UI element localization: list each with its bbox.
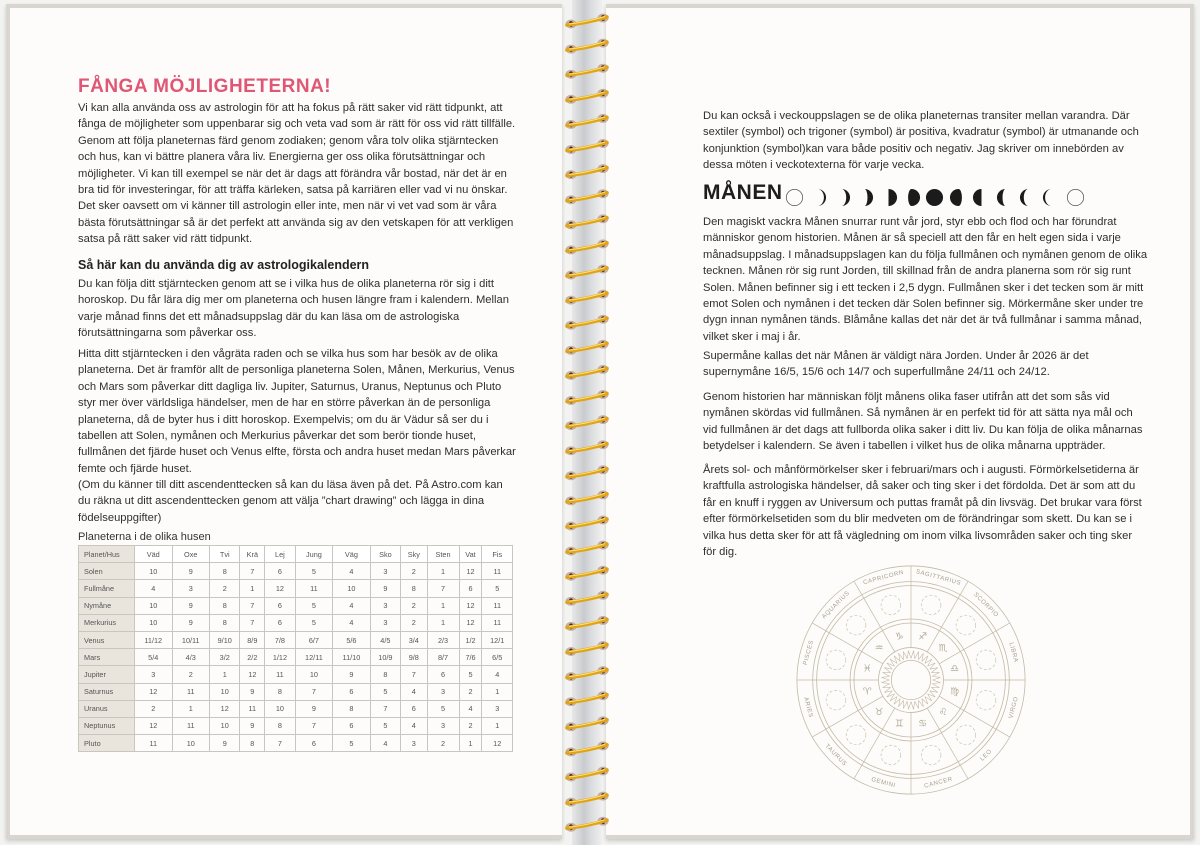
zodiac-label: SAGITTARIUS [915, 568, 962, 587]
table-cell: 6 [265, 614, 295, 631]
table-cell: 2 [459, 717, 482, 734]
table-cell: 8/9 [240, 631, 265, 648]
table-cell: 5 [482, 580, 513, 597]
wheel-divider [854, 708, 895, 779]
constellation-illustration-icon [826, 650, 846, 670]
table-row [79, 597, 513, 614]
table-cell: 10/9 [370, 649, 400, 666]
table-cell: 5/4 [135, 649, 173, 666]
binding-ring [566, 691, 609, 706]
constellation-illustration-icon [921, 595, 941, 615]
table-column-header: Väg [333, 546, 371, 563]
wheel-divider [927, 581, 968, 652]
table-cell: 8 [370, 666, 400, 683]
zodiac-sign-icon: ♐ [918, 631, 928, 643]
table-cell: 11 [482, 563, 513, 580]
moon-phase-waning-crescent-wide-icon [996, 188, 1015, 207]
binding-ring [566, 767, 609, 782]
binding-ring [566, 315, 609, 330]
table-cell: 8 [401, 580, 427, 597]
moon-phase-waxing-crescent-icon [832, 188, 851, 207]
moon-phase-waning-gibbous-icon [949, 188, 968, 207]
table-cell: 5 [333, 735, 371, 752]
moon-heading: MÅNEN [703, 181, 783, 204]
table-row [79, 563, 513, 580]
table-cell: 8 [210, 614, 240, 631]
table-cell: 3 [135, 666, 173, 683]
constellation-illustration-icon [976, 650, 996, 670]
table-cell: 6/7 [295, 631, 333, 648]
table-row [79, 580, 513, 597]
table-cell: 1 [427, 597, 459, 614]
table-row [79, 735, 513, 752]
moon-phase-new-icon [1066, 188, 1085, 207]
table-row [79, 700, 513, 717]
table-cell: 2 [401, 563, 427, 580]
table-cell: 11 [295, 580, 333, 597]
binding-ring [566, 465, 609, 480]
table-cell: 12 [135, 683, 173, 700]
table-cell: 7 [370, 700, 400, 717]
zodiac-sign-icon: ♊ [894, 718, 904, 730]
table-cell: 12/11 [295, 649, 333, 666]
zodiac-sign-icon: ♈ [862, 686, 872, 698]
table-cell: 8 [265, 683, 295, 700]
table-cell: 1 [427, 614, 459, 631]
zodiac-label: ARIES [802, 696, 815, 719]
table-row [79, 683, 513, 700]
constellation-illustration-icon [846, 725, 866, 745]
table-cell: 7 [401, 666, 427, 683]
wheel-divider [812, 623, 883, 664]
table-cell: 9 [240, 717, 265, 734]
table-cell: 6 [459, 580, 482, 597]
row-planet-label: Fullmåne [79, 580, 135, 597]
table-cell: 12 [265, 580, 295, 597]
table-cell: 2 [172, 666, 210, 683]
zodiac-sign-icon: ♉ [874, 706, 884, 718]
binding-ring [566, 415, 609, 430]
table-cell: 5 [295, 563, 333, 580]
table-cell: 6 [401, 700, 427, 717]
table-cell: 3 [427, 683, 459, 700]
table-cell: 4/3 [172, 649, 210, 666]
table-cell: 3 [482, 700, 513, 717]
table-cell: 10 [135, 614, 173, 631]
table-cell: 7/6 [459, 649, 482, 666]
constellation-illustration-icon [846, 615, 866, 635]
table-column-header: Sky [401, 546, 427, 563]
sun-face-icon [891, 660, 930, 699]
table-cell: 5/6 [333, 631, 371, 648]
table-cell: 11 [135, 735, 173, 752]
table-cell: 1 [210, 666, 240, 683]
table-cell: 8/7 [427, 649, 459, 666]
table-cell: 8 [240, 735, 265, 752]
row-planet-label: Pluto [79, 735, 135, 752]
table-cell: 3 [401, 735, 427, 752]
zodiac-label: SCORPIO [972, 591, 1000, 619]
table-cell: 3 [427, 717, 459, 734]
binding-ring [566, 365, 609, 380]
table-cell: 3 [370, 563, 400, 580]
table-cell: 4 [135, 580, 173, 597]
table-cell: 6 [295, 735, 333, 752]
planet-house-table [78, 545, 513, 752]
table-caption: Planeterna i de olika husen [78, 531, 211, 543]
table-cell: 12 [240, 666, 265, 683]
table-cell: 6 [427, 666, 459, 683]
table-cell: 5 [459, 666, 482, 683]
table-row [79, 666, 513, 683]
moon-paragraph-2: Supermåne kallas det när Månen är väldigt nära Jorden. Under år 2026 är det supernymåne 16/5, 15/6 och 14/7 och superfullmåne 24/11 och 24/12. [703, 350, 1089, 379]
table-cell: 1 [172, 700, 210, 717]
table-cell: 10 [265, 700, 295, 717]
table-cell: 12 [210, 700, 240, 717]
table-column-header: Väd [135, 546, 173, 563]
zodiac-label: AQUARIUS [820, 589, 852, 621]
table-cell: 9 [333, 666, 371, 683]
row-planet-label: Uranus [79, 700, 135, 717]
table-cell: 1 [482, 717, 513, 734]
table-cell: 1/12 [265, 649, 295, 666]
paragraph-2: Hitta ditt stjärntecken i den vågräta raden och se vilka hus som har besök av de olika planeterna. Det är framför allt de personliga planeterna Solen, Månen, Merkurius, Venus och Mars som påverkar ditt dagliga liv. Jupiter, Saturnus, Uranus, Neptunus och Pluto styr mer över världsliga händelser, men de har en större påverkan än de personliga planeterna, då de byter hus i ditt horoskop. Exempelvis; om du är Vädur så ser du i tabellen att Solen, nymånen och Merkurius påverkar det som berör tionde huset, fullmånen det fjärde huset och Venus elfte, första och andra huset medan Mars påverkar femte och fjärde huset. [78, 348, 516, 475]
table-row [79, 717, 513, 734]
paragraph-3: (Om du känner till ditt ascendenttecken så kan du läsa även på det. På Astro.com kan du räkna ut ditt ascendenttecken genom att välja ”chart drawing” och lägga in dina födelseuppgifter) [78, 479, 503, 524]
section-heading: Så här kan du använda dig av astrologikalendern [78, 258, 370, 272]
row-planet-label: Saturnus [79, 683, 135, 700]
moon-paragraph-3: Genom historien har människan följt månens olika faser utifrån att det som sås vid nymånen skördas vid fullmånen. Så nymånen är en perfekt tid för att sätta nya mål och vid fullmånen är det dags att fullborda olika saker i ditt liv. Du kan följa de olika månarnas betydelser i kalendern. Se även i tabellen i vilket hus de olika månarna uppträder. [703, 391, 1143, 453]
table-cell: 3/4 [401, 631, 427, 648]
table-cell: 1 [482, 683, 513, 700]
table-cell: 9 [172, 614, 210, 631]
binding-ring [566, 741, 609, 756]
table-cell: 11 [172, 683, 210, 700]
row-planet-label: Merkurius [79, 614, 135, 631]
table-cell: 12 [459, 614, 482, 631]
table-cell: 9 [172, 597, 210, 614]
row-planet-label: Solen [79, 563, 135, 580]
constellation-illustration-icon [921, 745, 941, 765]
zodiac-sign-icon: ♍ [950, 686, 960, 698]
table-cell: 11 [482, 597, 513, 614]
table-column-header: Lej [265, 546, 295, 563]
table-column-header: Krä [240, 546, 265, 563]
table-cell: 4 [401, 717, 427, 734]
zodiac-sign-icon: ♓ [862, 663, 872, 675]
table-cell: 11 [482, 614, 513, 631]
table-cell: 12 [459, 563, 482, 580]
table-cell: 4 [459, 700, 482, 717]
table-cell: 12 [135, 717, 173, 734]
zodiac-label: CAPRICORN [862, 568, 905, 587]
wheel-divider [939, 696, 1010, 737]
zodiac-label: PISCES [801, 639, 816, 666]
table-cell: 5 [370, 717, 400, 734]
row-planet-label: Jupiter [79, 666, 135, 683]
wheel-divider [854, 581, 895, 652]
binding-ring [566, 265, 609, 280]
table-cell: 4 [333, 614, 371, 631]
table-cell: 3 [370, 614, 400, 631]
binding-ring [566, 139, 609, 154]
binding-ring [566, 89, 609, 104]
table-cell: 8 [210, 597, 240, 614]
zodiac-label: LIBRA [1007, 641, 1020, 664]
binding-ring [566, 440, 609, 455]
table-cell: 12 [459, 597, 482, 614]
binding-ring [566, 591, 609, 606]
table-column-header: Sko [370, 546, 400, 563]
table-cell: 10 [333, 580, 371, 597]
table-column-header: Oxe [172, 546, 210, 563]
page-title: FÅNGA MÖJLIGHETERNA! [78, 76, 332, 97]
table-corner-header: Planet/Hus [79, 546, 135, 563]
table-column-header: Sten [427, 546, 459, 563]
zodiac-sign-icon: ♑ [894, 631, 904, 643]
table-cell: 11 [265, 666, 295, 683]
table-cell: 10 [295, 666, 333, 683]
binding-ring [566, 189, 609, 204]
binding-ring [566, 817, 609, 832]
binding-ring [566, 64, 609, 79]
table-cell: 1 [459, 735, 482, 752]
table-cell: 10 [210, 683, 240, 700]
table-cell: 4 [333, 563, 371, 580]
table-cell: 7 [427, 580, 459, 597]
table-cell: 8 [265, 717, 295, 734]
transits-paragraph: Du kan också i veckouppslagen se de olika planeternas transiter mellan varandra. Där sextiler (symbol) och trigoner (symbol) är positiva, kvadratur (symbol) är utmanande och konjunktion (symbol)kan vara både positiv och negativ. Jag skriver om innebörden av dessa möten i veckotexterna för varje vecka. [703, 110, 1139, 172]
row-planet-label: Neptunus [79, 717, 135, 734]
binding-ring [566, 340, 609, 355]
table-cell: 9 [370, 580, 400, 597]
table-cell: 11/12 [135, 631, 173, 648]
table-cell: 9 [210, 735, 240, 752]
binding-ring [566, 239, 609, 254]
binding-ring [566, 39, 609, 54]
table-cell: 5 [427, 700, 459, 717]
table-cell: 7 [240, 614, 265, 631]
table-cell: 6 [333, 717, 371, 734]
zodiac-label: LEO [978, 747, 994, 763]
table-cell: 12/1 [482, 631, 513, 648]
table-cell: 2 [135, 700, 173, 717]
table-cell: 1 [240, 580, 265, 597]
moon-phase-waxing-crescent-thin-icon [808, 188, 827, 207]
table-cell: 5 [295, 614, 333, 631]
table-column-header: Fis [482, 546, 513, 563]
table-cell: 4/5 [370, 631, 400, 648]
table-cell: 7/8 [265, 631, 295, 648]
moon-phase-waning-crescent-icon [1019, 188, 1038, 207]
binding-ring [566, 792, 609, 807]
table-cell: 10 [135, 597, 173, 614]
zodiac-label: TAURUS [823, 742, 849, 768]
table-cell: 11 [240, 700, 265, 717]
table-cell: 6 [265, 597, 295, 614]
table-cell: 10 [135, 563, 173, 580]
constellation-illustration-icon [956, 615, 976, 635]
zodiac-sign-icon: ♏ [938, 642, 948, 654]
binding-ring [566, 14, 609, 29]
constellation-illustration-icon [881, 595, 901, 615]
wheel-divider [939, 623, 1010, 664]
moon-phase-waxing-crescent-wide-icon [855, 188, 874, 207]
table-cell: 3 [370, 597, 400, 614]
table-cell: 3/2 [210, 649, 240, 666]
binding-ring [566, 214, 609, 229]
table-cell: 4 [370, 735, 400, 752]
binding-ring [566, 290, 609, 305]
table-cell: 12 [482, 735, 513, 752]
table-cell: 2 [401, 597, 427, 614]
zodiac-label: CANCER [923, 775, 954, 790]
table-cell: 6 [333, 683, 371, 700]
table-cell: 6/5 [482, 649, 513, 666]
paragraph-1: Du kan följa ditt stjärntecken genom att se i vilka hus de olika planeterna rör sig i ditt horoskop. Du får lära dig mer om planeterna och husen längre fram i kalendern. Mellan varje månad finns det ett månadsuppslag där du kan läsa om de astrologiska förutsättningarna som påverkar oss. [78, 278, 509, 340]
table-row [79, 631, 513, 648]
spiral-binding [562, 0, 612, 845]
table-header-row [79, 546, 513, 563]
constellation-illustration-icon [976, 690, 996, 710]
row-planet-label: Mars [79, 649, 135, 666]
binding-ring [566, 114, 609, 129]
table-cell: 9/10 [210, 631, 240, 648]
table-cell: 3 [172, 580, 210, 597]
table-column-header: Vat [459, 546, 482, 563]
moon-phase-full-icon [925, 188, 944, 207]
table-cell: 10 [172, 735, 210, 752]
binding-ring [566, 566, 609, 581]
zodiac-label: VIRGO [1007, 695, 1020, 720]
table-cell: 9 [295, 700, 333, 717]
row-planet-label: Venus [79, 631, 135, 648]
table-cell: 7 [295, 717, 333, 734]
moon-phase-waning-crescent-thin-icon [1042, 188, 1061, 207]
table-cell: 6 [265, 563, 295, 580]
binding-ring [566, 490, 609, 505]
binding-ring [566, 541, 609, 556]
binding-ring [566, 164, 609, 179]
table-cell: 4 [401, 683, 427, 700]
table-cell: 2/2 [240, 649, 265, 666]
table-cell: 10 [210, 717, 240, 734]
constellation-illustration-icon [881, 745, 901, 765]
intro-paragraph: Vi kan alla använda oss av astrologin för att ha fokus på rätt saker vid rätt tidpunkt, att fånga de möjligheter som uppenbarar sig och veta vad som är rätt för oss vid rätt tillfälle. Genom att följa planeternas färd genom zodiaken; genom våra tolv olika stjärntecken och hus, kan vi bättre planera våra liv. Energierna ger oss olika förutsättningar och möjligheter. Vi kan till exempel se när det är dags att förändra vår bostad, när det är en bra tid för investeringar, för att träffa kärleken, satsa på karriären eller vad vi nu önskar. Det sker oavsett om vi känner till astrologin eller inte, men när vi vet vad som är våra bästa förutsättningar så är det perfekt att använda sig av den vetskapen för att verkligen satsa på rätt saker vid rätt tidpunkt. [78, 102, 516, 246]
table-cell: 4 [333, 597, 371, 614]
table-cell: 2 [210, 580, 240, 597]
constellation-illustration-icon [826, 690, 846, 710]
table-cell: 7 [240, 597, 265, 614]
table-cell: 2 [427, 735, 459, 752]
table-cell: 7 [295, 683, 333, 700]
table-column-header: Tvi [210, 546, 240, 563]
table-cell: 8 [210, 563, 240, 580]
table-cell: 2 [401, 614, 427, 631]
moon-paragraph-4: Årets sol- och månförmörkelser sker i februari/mars och i augusti. Förmörkelsetiderna är kraftfulla astrologiska händelser, då saker och ting sker i det fördolda. Det är som att du får en knuff i ryggen av Universum och puttas framåt på din livsväg. Det brukar vara först efter förmörkelsetiden som du blir medveten om de förändringar som skett. Du kan se i vilka hus detta sker för att få vägledning om inom vilka livsområden saker och ting sker för dig. [703, 464, 1142, 559]
table-row [79, 614, 513, 631]
wheel-divider [812, 696, 883, 737]
moon-phase-waxing-gibbous-icon [902, 188, 921, 207]
constellation-illustration-icon [956, 725, 976, 745]
table-cell: 9 [240, 683, 265, 700]
table-cell: 1/2 [459, 631, 482, 648]
table-cell: 4 [482, 666, 513, 683]
table-cell: 9 [172, 563, 210, 580]
binding-ring [566, 616, 609, 631]
table-cell: 5 [295, 597, 333, 614]
binding-ring [566, 666, 609, 681]
table-cell: 2 [459, 683, 482, 700]
table-cell: 11/10 [333, 649, 371, 666]
table-row [79, 649, 513, 666]
moon-paragraph-1: Den magiskt vackra Månen snurrar runt vår jord, styr ebb och flod och har förundrat människor genom historien. Månen är så speciell att den får en helt egen sida i varje månadsuppslag. I månadsuppslagen kan du följa fullmånen och nymånen genom de olika tecknen. Månen rör sig runt Jorden, till skillnad från de andra planerna som rör sig runt Solen. Månen befinner sig i ett tecken i 2,5 dygn. Fullmånen sker i det tecken som är mitt emot Solen och nymånen i det tecken där Solen befinner sig. Mörkermåne sker under tre dygn innan nymånen tänds. Blåmåne kallas det när det är två fullmånar i samma månad, vilket sker i maj i år. [703, 216, 1148, 343]
binding-ring [566, 390, 609, 405]
zodiac-label: GEMINI [870, 776, 897, 790]
row-planet-label: Nymåne [79, 597, 135, 614]
table-cell: 7 [240, 563, 265, 580]
binding-ring [566, 516, 609, 531]
zodiac-sign-icon: ♒ [874, 642, 884, 654]
table-cell: 5 [370, 683, 400, 700]
table-cell: 11 [172, 717, 210, 734]
wheel-divider [927, 708, 968, 779]
moon-phases [785, 185, 1085, 209]
table-cell: 9/8 [401, 649, 427, 666]
moon-phase-last-quarter-icon [972, 188, 991, 207]
wheel-ring [879, 648, 944, 713]
moon-phase-first-quarter-icon [879, 188, 898, 207]
table-cell: 7 [265, 735, 295, 752]
table-cell: 2/3 [427, 631, 459, 648]
binding-ring [566, 641, 609, 656]
table-cell: 8 [333, 700, 371, 717]
binding-ring [566, 716, 609, 731]
zodiac-sign-icon: ♎ [950, 663, 960, 675]
table-cell: 10/11 [172, 631, 210, 648]
moon-phase-new-icon [785, 188, 804, 207]
zodiac-wheel [793, 562, 1029, 798]
zodiac-sign-icon: ♋ [918, 718, 928, 730]
table-cell: 1 [427, 563, 459, 580]
zodiac-sign-icon: ♌ [938, 706, 948, 718]
table-column-header: Jung [295, 546, 333, 563]
